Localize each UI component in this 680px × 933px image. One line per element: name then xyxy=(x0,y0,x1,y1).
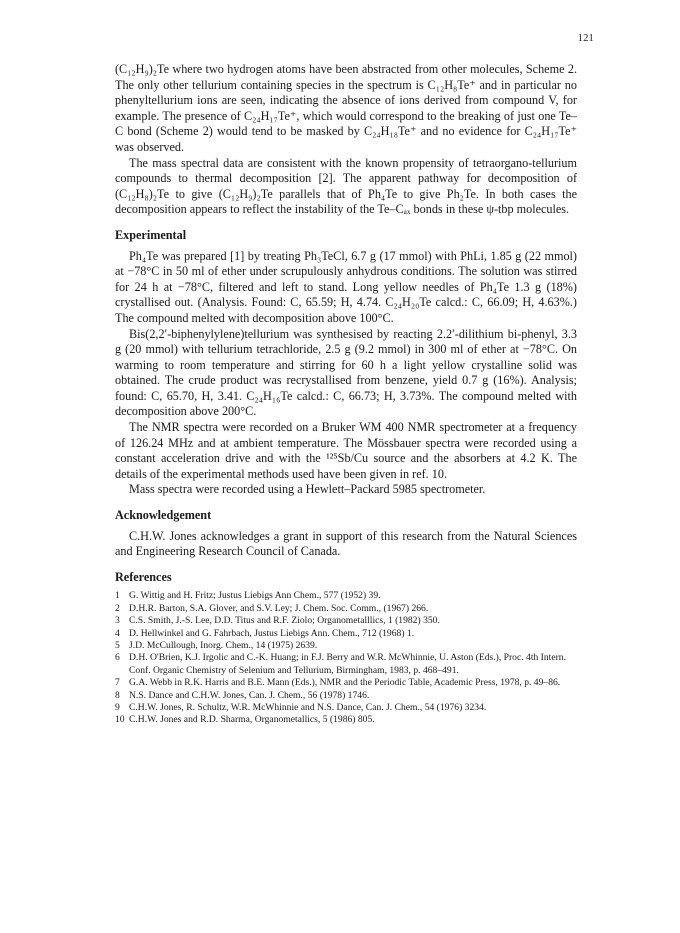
reference-number: 8 xyxy=(115,689,120,701)
references-heading: References xyxy=(115,569,172,584)
acknowledgement-text: C.H.W. Jones acknowledges a grant in support of this research from the Natural Sciences and Engineering Research Council of Canada. xyxy=(115,528,577,559)
reference-item xyxy=(115,714,577,726)
reference-number: 7 xyxy=(115,677,120,689)
reference-text: G. Wittig and H. Fritz; Justus Liebigs Ann Chem., 577 (1952) 39. xyxy=(129,590,381,602)
experimental-paragraph-1: Ph₄Te was prepared [1] by treating Ph₃TeCl, 6.7 g (17 mmol) with PhLi, 1.85 g (22 mmol) at −78°C in 50 ml of ether under scrupulously anhydrous conditions. The solution was stirred for 24 h at −78°C, filtered and left to stand. Long yellow needles of Ph₄Te 1.3 g (18%) crystallised out. (Analysis. Found: C, 65.59; H, 4.74. C₂₄H₂₀Te calcd.: C, 66.09; H, 4.63%.) The compound melted with decomposition above 100°C. xyxy=(115,248,577,325)
reference-text: N.S. Dance and C.H.W. Jones, Can. J. Chem., 56 (1978) 1746. xyxy=(129,689,370,701)
reference-number: 4 xyxy=(115,627,120,639)
reference-item xyxy=(115,640,577,652)
reference-item xyxy=(115,652,577,677)
acknowledgement-heading: Acknowledgement xyxy=(115,508,212,523)
reference-item xyxy=(115,628,577,640)
page-number: 121 xyxy=(577,33,594,44)
reference-item xyxy=(115,603,577,615)
reference-text: J.D. McCullough, Inorg. Chem., 14 (1975) 2639. xyxy=(129,640,318,652)
reference-text: C.H.W. Jones, R. Schultz, W.R. McWhinnie and N.S. Dance, Can. J. Chem., 54 (1976) 3234. xyxy=(129,702,487,714)
reference-item xyxy=(115,615,577,627)
reference-number: 10 xyxy=(115,714,125,726)
reference-text: G.A. Webb in R.K. Harris and B.E. Mann (Eds.), NMR and the Periodic Table, Academic Press, 1978, p. 49–86. xyxy=(129,677,561,689)
reference-text: C.H.W. Jones and R.D. Sharma, Organometallics, 5 (1986) 805. xyxy=(129,714,375,726)
reference-text: C.S. Smith, J.-S. Lee, D.D. Titus and R.F. Ziolo; Organometalllics, 1 (1982) 350. xyxy=(129,615,440,627)
experimental-heading: Experimental xyxy=(115,227,187,242)
reference-number: 3 xyxy=(115,615,120,627)
reference-number: 1 xyxy=(115,590,120,602)
experimental-paragraph-3: The NMR spectra were recorded on a Bruker WM 400 NMR spectrometer at a frequency of 126.24 MHz and at ambient temperature. The Mössbauer spectra were recorded using a constant acceleration drive and with the ¹²⁵Sb/Cu source and the absorbers at 4.2 K. The details of the experimental methods used have been given in ref. 10. xyxy=(115,420,577,481)
reference-list xyxy=(115,590,577,726)
reference-number: 9 xyxy=(115,702,120,714)
reference-number: 5 xyxy=(115,640,120,652)
reference-item xyxy=(115,677,577,689)
reference-number: 6 xyxy=(115,652,120,664)
intro-paragraph-2: The mass spectral data are consistent with the known propensity of tetraorgano-tellurium compounds to thermal decomposition [2]. The apparent pathway for decomposition of (C₁₂H₈)₂Te to give (C₁₂H₉)₂Te parallels that of Ph₄Te to give Ph₂Te. In both cases the decomposition appears to reflect the instability of the Te–Cₐₓ bonds in these ψ-tbp molecules. xyxy=(115,155,577,217)
text-column xyxy=(115,62,577,727)
reference-number: 2 xyxy=(115,602,120,614)
reference-text: D. Hellwinkel and G. Fahrbach, Justus Liebigs Ann. Chem., 712 (1968) 1. xyxy=(129,627,415,639)
reference-item xyxy=(115,590,577,602)
experimental-paragraph-4: Mass spectra were recorded using a Hewlett–Packard 5985 spectrometer. xyxy=(129,482,486,497)
reference-text: D.H. O'Brien, K.J. Irgolic and C.-K. Huang; in F.J. Berry and W.R. McWhinnie, U. Aston (Eds.), Proc. 4th Intern. Conf. Organic Chemistry of Selenium and Tellurium, Birmingham, 1983, p. 468–491. xyxy=(129,652,566,676)
reference-item xyxy=(115,690,577,702)
experimental-paragraph-2: Bis(2,2′-biphenylylene)tellurium was synthesised by reacting 2.2′-dilithium bi-phenyl, 3.3 g (20 mmol) with tellurium tetrachloride, 2.5 g (9.2 mmol) in 300 ml of ether at −78°C. On warming to room temperature and stirring for 60 h a light yellow crystalline solid was obtained. The crude product was recrystallised from benzene, yield 0.7 g (16%). Analysis; found: C, 65.70, H, 3.41. C₂₄H₁₆Te calcd.: C, 66.73; H, 3.73%. The compound melted with decomposition above 200°C. xyxy=(115,326,577,419)
intro-paragraph-1: (C₁₂H₉)₂Te where two hydrogen atoms have been abstracted from other molecules, Scheme 2. The only other tellurium containing species in the spectrum is C₁₂H₈Te⁺ and in particular no phenyltellurium ions are seen, indicating the absence of ions derived from compound V, for example. The presence of C₂₄H₁₇Te⁺, which would correspond to the breaking of just one Te–C bond (Scheme 2) would tend to be masked by C₂₄H₁₈Te⁺ and no evidence for C₂₄H₁₇Te⁺ was observed. xyxy=(115,62,577,154)
reference-text: D.H.R. Barton, S.A. Glover, and S.V. Ley; J. Chem. Soc. Comm., (1967) 266. xyxy=(129,602,429,614)
reference-item xyxy=(115,702,577,714)
